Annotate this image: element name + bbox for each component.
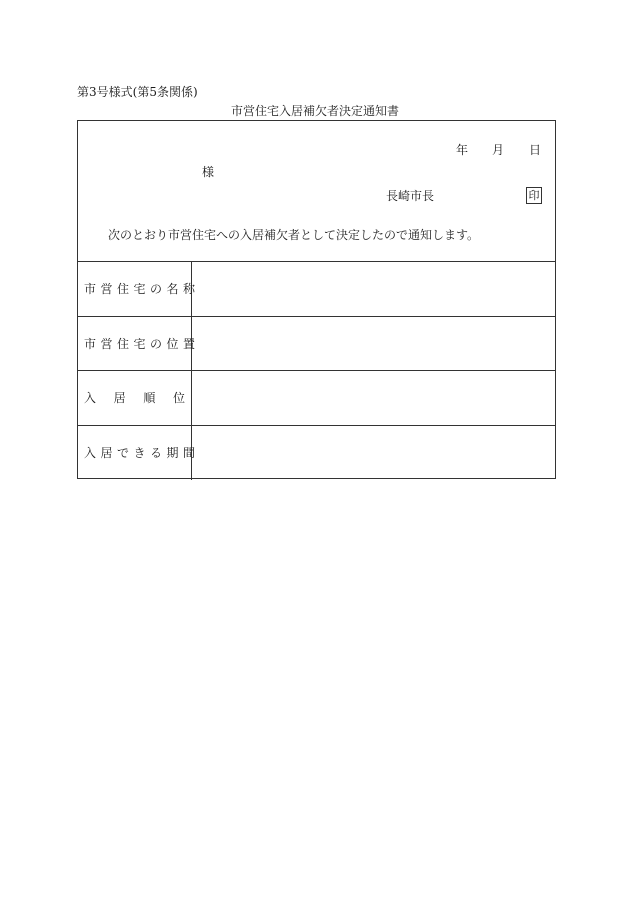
date-day-label: 日	[529, 143, 542, 157]
row-label-char: 入	[84, 391, 97, 406]
row-value-housing-location	[192, 317, 555, 371]
issuer-name: 長崎市長	[386, 189, 435, 203]
table-row-housing-location	[78, 317, 555, 372]
notice-form-table	[77, 120, 556, 479]
detail-rows	[78, 262, 555, 480]
row-label-char: 位	[172, 391, 185, 406]
addressee-suffix: 様	[202, 165, 215, 179]
notice-text: 次のとおり市営住宅への入居補欠者として決定したので通知します。	[108, 228, 480, 242]
seal-mark: 印	[526, 187, 542, 204]
table-row-housing-name	[78, 262, 555, 317]
table-row-move-in-period	[78, 426, 555, 481]
row-value-housing-name	[192, 262, 555, 316]
table-row-move-in-order	[78, 371, 555, 426]
form-number: 第3号様式(第5条関係)	[77, 85, 198, 99]
notice-header-area	[78, 121, 555, 262]
date-month-label: 月	[492, 143, 505, 157]
row-label-move-in-order	[78, 371, 192, 425]
row-label-housing-location: 市営住宅の位置	[78, 317, 192, 371]
row-value-move-in-period	[192, 426, 555, 481]
row-value-move-in-order	[192, 371, 555, 425]
date-year-label: 年	[456, 143, 469, 157]
row-label-housing-name: 市営住宅の名称	[78, 262, 192, 316]
document-title: 市営住宅入居補欠者決定通知書	[230, 104, 399, 118]
row-label-char: 順	[143, 391, 156, 406]
row-label-move-in-period: 入居できる期間	[78, 426, 192, 481]
row-label-char: 居	[113, 391, 126, 406]
